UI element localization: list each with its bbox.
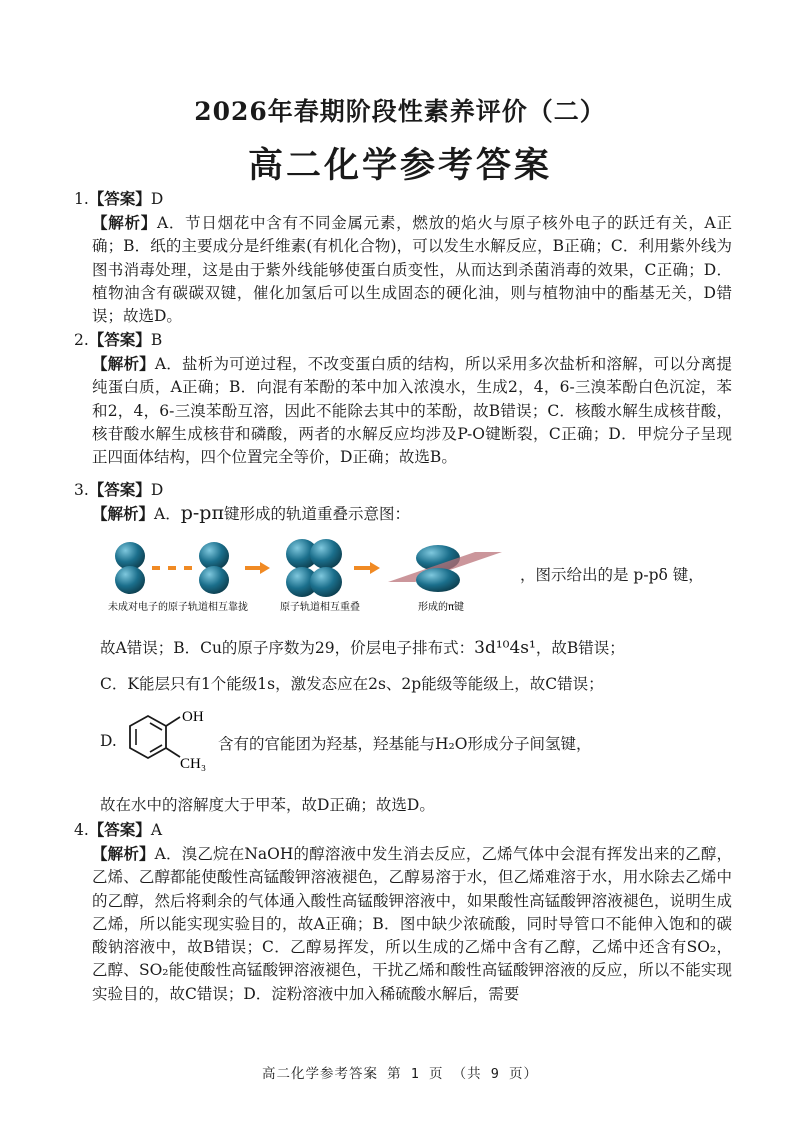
page-footer: 高二化学参考答案 第 1 页 （共 9 页） xyxy=(261,1066,539,1082)
answer-key-title: 高二化学参考答案 xyxy=(247,145,552,186)
q2-number: 2. xyxy=(74,331,89,349)
o-cresol-structure xyxy=(124,706,224,772)
q4-analysis-tag: 【解析】 xyxy=(92,844,155,863)
q4-answer: A xyxy=(150,821,163,839)
q2-answer-line xyxy=(74,328,754,353)
p-orbital-left-icon xyxy=(115,542,145,594)
q3-diagram-conclusion: ，图示给出的是 p-pδ 键， xyxy=(520,566,704,584)
q3-line-b xyxy=(100,636,625,658)
pi-bond-icon xyxy=(388,545,502,592)
q4-analysis xyxy=(92,842,732,1006)
arrow-right-icon xyxy=(245,562,270,574)
q3-answer-line xyxy=(74,478,754,503)
q3-intro-a: A． xyxy=(154,505,181,523)
q1-answer-line xyxy=(74,187,754,212)
q3-ppi-label: p-pπ xyxy=(180,502,224,524)
q3-number: 3. xyxy=(74,481,89,499)
q3-line-d-label: D. xyxy=(100,732,117,750)
q2-analysis-text: A．盐析为可逆过程，不改变蛋白质的结构，所以采用多次盐析和溶解，可以分离提纯蛋白质，A正确；B．向混有苯酚的苯中加入浓溴水，生成2，4，6-三溴苯酚白色沉淀，苯和2，4，6-三溴苯酚互溶，因此不能除去其中的苯酚，故B错误；C．核酸水解生成核苷酸，核苷酸水解生成核苷和磷酸，两者的水解反应均涉及P-O键断裂，C正确；D．甲烷分子呈现正四面体结构，四个位置完全等价，D正确；故选B。 xyxy=(92,355,732,467)
q1-answer-tag: 【答案】 xyxy=(88,189,151,208)
cu-electron-config: 3d¹⁰4s¹ xyxy=(474,638,536,658)
q2-answer: B xyxy=(150,331,163,349)
q4-answer-line xyxy=(74,818,754,843)
arrow-right-icon-2 xyxy=(354,562,380,574)
oh-label: OH xyxy=(182,709,204,725)
q3-answer: D xyxy=(150,481,164,499)
q3-answer-tag: 【答案】 xyxy=(88,480,151,499)
q2-analysis-tag: 【解析】 xyxy=(92,354,155,373)
q1-number: 1. xyxy=(74,190,89,208)
q3-line-d-end: 故在水中的溶解度大于甲苯，故D正确；故选D。 xyxy=(100,796,435,814)
q1-analysis-tag: 【解析】 xyxy=(92,213,157,232)
q1-analysis-text: A．节日烟花中含有不同金属元素，燃放的焰火与原子核外电子的跃迁有关，A正确；B．纸的主要成分是纤维素(有机化合物)，可以发生水解反应，B正确；C．利用紫外线为图书消毒处理，这是由于紫外线能够使蛋白质变性，从而达到杀菌消毒的效果，C正确；D．植物油含有碳碳双键，催化加氢后可以生成固态的硬化油，则与植物油中的酯基无关，D错误；故选D。 xyxy=(92,214,732,326)
exam-title: 2026年春期阶段性素养评价（二） xyxy=(194,97,606,126)
q1-answer: D xyxy=(150,190,164,208)
q4-answer-tag: 【答案】 xyxy=(88,820,151,839)
q2-answer-tag: 【答案】 xyxy=(88,330,151,349)
q3-line-c: C．K能层只有1个能级1s，激发态应在2s、2p能级等能级上，故C错误； xyxy=(100,675,604,693)
caption-overlap: 原子轨道相互重叠 xyxy=(280,602,360,613)
q3-line-d-text: 含有的官能团为羟基，羟基能与H₂O形成分子间氢键， xyxy=(218,735,592,753)
q1-analysis xyxy=(92,211,732,328)
q3-analysis-intro xyxy=(92,502,410,524)
q3-intro-rest: 键形成的轨道重叠示意图： xyxy=(223,505,410,523)
q3-analysis-tag: 【解析】 xyxy=(92,504,155,523)
p-orbital-right-icon xyxy=(199,542,229,594)
q3-line-b-pre: 故A错误；B．Cu的原子序数为29，价层电子排布式： xyxy=(100,639,475,657)
q4-number: 4. xyxy=(74,821,89,839)
q3-line-b-post: ，故B错误； xyxy=(535,639,625,657)
overlapping-orbitals-icon xyxy=(286,539,342,597)
q2-analysis xyxy=(92,352,732,469)
caption-pi-bond: 形成的π键 xyxy=(418,602,465,613)
caption-approach: 未成对电子的原子轨道相互靠拢 xyxy=(108,602,248,613)
q4-analysis-text: A．溴乙烷在NaOH的醇溶液中发生消去反应，乙烯气体中会混有挥发出来的乙醇，乙烯、乙醇都能使酸性高锰酸钾溶液褪色，乙醇易溶于水，但乙烯难溶于水，用水除去乙烯中的乙醇，然后将剩余的气体通入酸性高锰酸钾溶液中，如果酸性高锰酸钾溶液褪色，说明生成乙烯，所以能实现实验目的，故A正确；B．图中缺少浓硫酸，同时导管口不能伸入饱和的碳酸钠溶液中，故B错误；C．乙醇易挥发，所以生成的乙烯中含有乙醇，乙烯中还含有SO₂，乙醇、SO₂能使酸性高锰酸钾溶液褪色，干扰乙烯和酸性高锰酸钾溶液的反应，所以不能实现实验目的，故C错误；D．淀粉溶液中加入稀硫酸水解后，需要 xyxy=(92,845,732,1003)
ch3-label: CH₃ xyxy=(180,756,207,772)
